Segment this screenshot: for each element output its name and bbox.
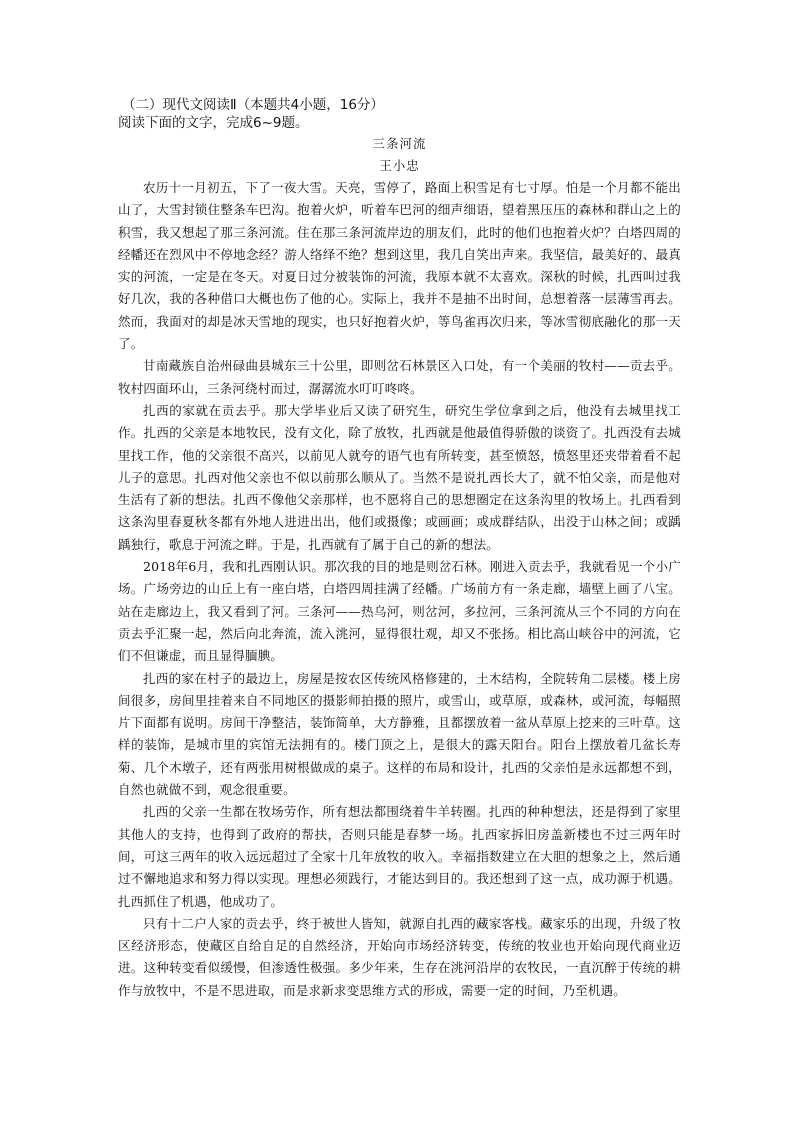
paragraph-7: 只有十二户人家的贡去乎，终于被世人皆知，就源自扎西的藏家客栈。藏家乐的出现，升级了牧区经济形态，使藏区自给自足的自然经济，开始向市场经济转变，传统的牧业也开始向现代商业迈进。这种转变看似缓慢，但渗透性极强。多少年来，生存在洮河沿岸的农牧民，一直沉醉于传统的耕作与放牧中，不是不思进取，而是求新求变思维方式的形成，需要一定的时间，乃至机遇。 [118,915,681,998]
article-author: 王小忠 [379,158,420,173]
paragraph-3: 扎西的家就在贡去乎。那大学毕业后又读了研究生，研究生学位拿到之后，他没有去城里找工作。扎西的父亲是本地牧民，没有文化，除了放牧，扎西就是他最值得骄傲的谈资了。扎西没有去城里找工作，他的父亲很不高兴，以前见人就夸的语气也有所转变，甚至愤怒，愤怒里还夹带着看不起儿子的意思。扎西对他父亲也不似以前那么顺从了。当然不是说扎西长大了，就不怕父亲，而是他对生活有了新的想法。扎西不像他父亲那样，也不愿将自己的思想圈定在这条沟里的牧场上。扎西看到这条沟里春夏秋冬都有外地人进进出出，他们或摄像；或画画；或成群结队，出没于山林之间；或踽踽独行，歌息于河流之畔。于是，扎西就有了属于自己的新的想法。 [118,402,681,552]
paragraph-2: 甘南藏族自治州碌曲县城东三十公里，即则岔石林景区入口处，有一个美丽的牧村——贡去乎。牧村四面环山，三条河绕村而过，潺潺流水叮叮咚咚。 [118,358,681,396]
reading-instruction: 阅读下面的文字，完成6~9题。 [118,115,309,131]
document-page [118,96,681,1002]
article-title: 三条河流 [372,136,427,151]
paragraph-5: 扎西的家在村子的最边上，房屋是按农区传统风格修建的，土木结构，全院转角二层楼。楼上房间很多，房间里挂着来自不同地区的摄影师拍摄的照片，或雪山，或草原，或森林，或河流，每幅照片下面都有说明。房间干净整洁，装饰简单，大方静雅，且都摆放着一盆从草原上挖来的三叶草。这样的装饰，是城市里的宾馆无法拥有的。楼门顶之上，是很大的露天阳台。阳台上摆放着几盆长寿菊、几个木墩子，还有两张用树根做成的桌子。这样的布局和设计，扎西的父亲怕是永远都想不到，自然也就做不到，观念很重要。 [118,670,681,798]
section-heading: （二）现代文阅读Ⅱ（本题共4小题，16分） [122,97,384,113]
paragraph-6: 扎西的父亲一生都在牧场劳作，所有想法都围绕着牛羊转圈。扎西的种种想法，还是得到了家里其他人的支持，也得到了政府的帮扶，否则只能是春梦一场。扎西家拆旧房盖新楼也不过三两年时间，可这三两年的收入远远超过了全家十几年放牧的收入。幸福指数建立在大胆的想象之上，然后通过不懈地追求和努力得以实现。理想必须践行，才能达到目的。我还想到了这一点，成功源于机遇。扎西抓住了机遇，他成功了。 [118,804,681,909]
paragraph-4: 2018年6月，我和扎西刚认识。那次我的目的地是则岔石林。刚进入贡去乎，我就看见一个小广场。广场旁边的山丘上有一座白塔，白塔四周挂满了经幡。广场前方有一条走廊，墙壁上画了八宝。站在走廊边上，我又看到了河。三条河——热乌河，则岔河，多拉河，三条河流从三个不同的方向在贡去乎汇聚一起，然后向北奔流，流入洮河，显得很壮观，却又不张扬。相比高山峡谷中的河流，它们不但谦虚，而且显得腼腆。 [118,559,681,664]
paragraph-1: 农历十一月初五，下了一夜大雪。天亮，雪停了，路面上积雪足有七寸厚。怕是一个月都不能出山了，大雪封锁住整条车巴沟。抱着火炉，听着车巴河的细声细语，望着黑压压的森林和群山之上的积雪，我又想起了那三条河流。住在那三条河流岸边的朋友们，此时的他们也抱着火炉？白塔四周的经幡还在烈风中不停地念经？游人络绎不绝？想到这里，我几自笑出声来。我坚信，最美好的、最真实的河流，一定是在冬天。对夏日过分被装饰的河流，我原本就不太喜欢。深秋的时候，扎西叫过我好几次，我的各种借口大概也伤了他的心。实际上，我并不是抽不出时间，总想着落一层薄雪再去。然而，我面对的却是冰天雪地的现实，也只好抱着火炉，等鸟雀再次归来，等冰雪彻底融化的那一天了。 [118,180,681,352]
